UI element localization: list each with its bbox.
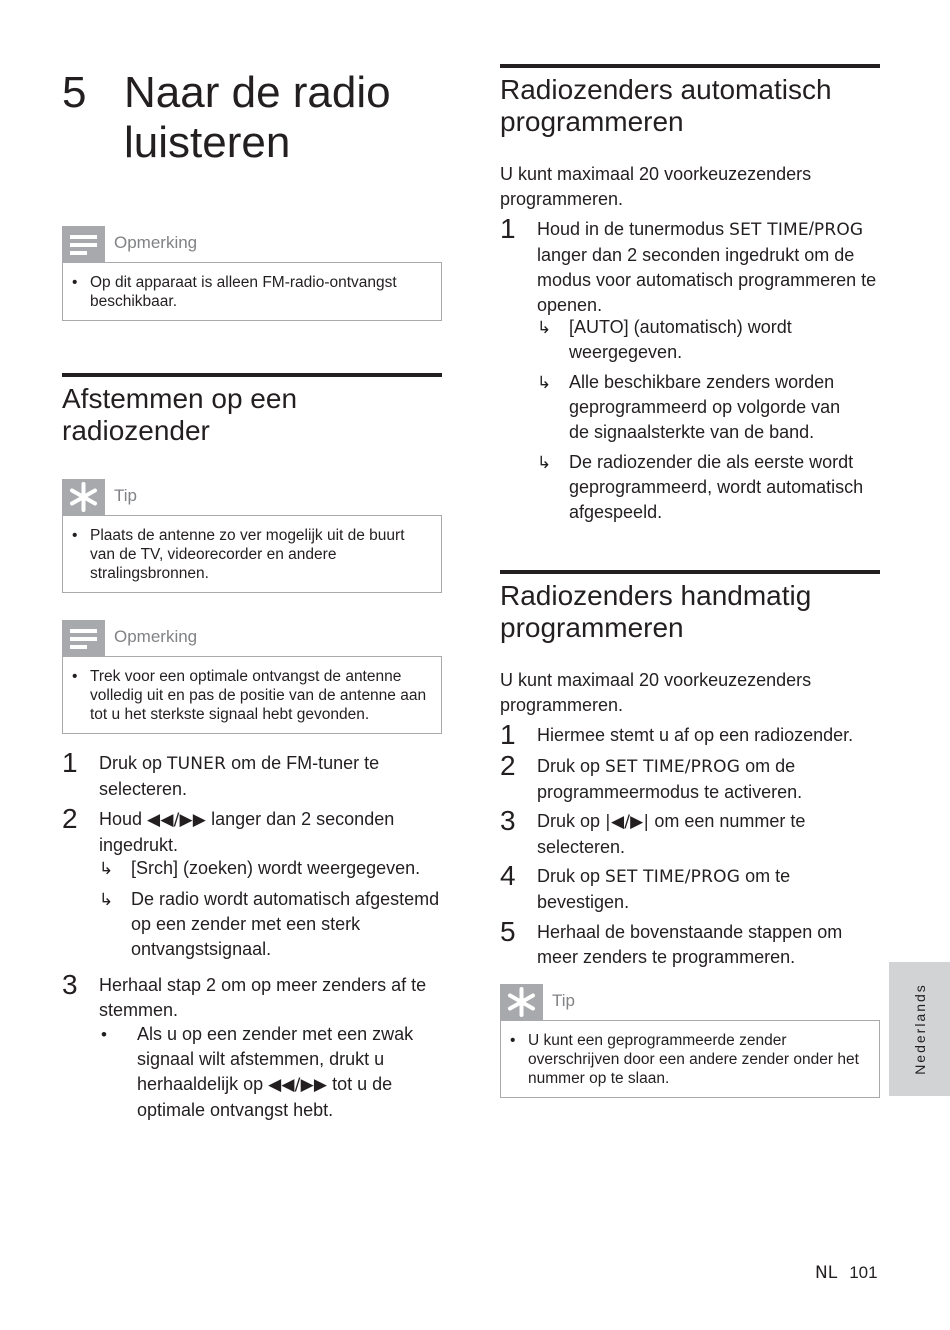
note-body bbox=[62, 262, 442, 321]
section-title-manual: Radiozenders handmatig programmeren bbox=[500, 570, 880, 644]
key-label: TUNER bbox=[167, 754, 227, 774]
key-label: PROG bbox=[813, 220, 864, 240]
step-number: 1 bbox=[62, 747, 78, 778]
result-text: [AUTO] (automatisch) wordt weergegeven. bbox=[569, 317, 792, 362]
step-number: 1 bbox=[500, 213, 516, 244]
tip-body bbox=[500, 1020, 880, 1098]
intro-text: U kunt maximaal 20 voorkeuzezenders programmeren. bbox=[500, 670, 812, 715]
bullet: • bbox=[72, 527, 78, 544]
page-footer bbox=[815, 1263, 878, 1283]
section-title-auto: Radiozenders automatisch programmeren bbox=[500, 64, 880, 138]
note-body bbox=[62, 656, 442, 734]
step-text: Druk op SET TIME/PROG om de programmeermodus te activeren. bbox=[537, 756, 803, 802]
result-text: De radio wordt automatisch afgestemd op een zender met een sterk ontvangstsignaal. bbox=[131, 889, 440, 959]
result-arrow-icon: ↳ bbox=[537, 453, 552, 472]
bullet: • bbox=[72, 668, 78, 685]
step-text: Hiermee stemt u af op een radiozender. bbox=[537, 725, 854, 745]
step-text: Druk op SET TIME/PROG om te bevestigen. bbox=[537, 866, 791, 912]
note-label: Opmerking bbox=[114, 627, 198, 646]
step-number: 2 bbox=[62, 803, 78, 834]
key-label: SET TIME/PROG bbox=[605, 757, 741, 777]
note-text: Op dit apparaat is alleen FM-radio-ontvangst beschikbaar. bbox=[90, 274, 397, 310]
step-text: Houd in de tunermodus SET TIME/PROG langer dan 2 seconden ingedrukt om de modus voor automatisch programmeren te openen. bbox=[537, 219, 877, 315]
result-arrow-icon: ↳ bbox=[537, 318, 552, 337]
intro-text: U kunt maximaal 20 voorkeuzezenders programmeren. bbox=[500, 164, 812, 209]
step-number: 2 bbox=[500, 750, 516, 781]
result-text: [Srch] (zoeken) wordt weergegeven. bbox=[131, 858, 421, 878]
note-label-row bbox=[62, 620, 442, 656]
key-label: SET TIME bbox=[729, 220, 809, 240]
note-label: Opmerking bbox=[114, 233, 198, 252]
tip-label: Tip bbox=[114, 486, 137, 505]
tip-text: U kunt een geprogrammeerde zender overschrijven door een andere zender onder het nummer op te slaan. bbox=[528, 1032, 859, 1087]
result-arrow-icon: ↳ bbox=[537, 373, 552, 392]
step-text: Herhaal de bovenstaande stappen om meer zenders te programmeren. bbox=[537, 922, 843, 967]
bullet: • bbox=[510, 1032, 516, 1049]
key-label: |◀/▶| bbox=[605, 812, 650, 832]
asterisk-icon bbox=[62, 479, 105, 515]
tip-body bbox=[62, 515, 442, 593]
step-number: 1 bbox=[500, 719, 516, 750]
note-icon bbox=[62, 620, 105, 656]
note-label-row bbox=[62, 226, 442, 262]
result-text: De radiozender die als eerste wordt geprogrammeerd, wordt automatisch afgespeeld. bbox=[569, 452, 864, 522]
section-title-tuning: Afstemmen op een radiozender bbox=[62, 373, 442, 447]
step-text: Druk op |◀/▶| om een nummer te selecteren. bbox=[537, 811, 806, 857]
step-number: 5 bbox=[500, 916, 516, 947]
tip-text: Plaats de antenne zo ver mogelijk uit de buurt van de TV, videorecorder en andere stralingsbronnen. bbox=[90, 527, 405, 582]
tip-label-row bbox=[62, 479, 442, 515]
tip-label-row bbox=[500, 984, 880, 1020]
tip-label: Tip bbox=[552, 991, 575, 1010]
step-text: Herhaal stap 2 om op meer zenders af te stemmen. bbox=[99, 975, 427, 1020]
step-number: 4 bbox=[500, 860, 516, 891]
result-arrow-icon: ↳ bbox=[99, 859, 114, 878]
key-label: ◀◀/▶▶ bbox=[147, 810, 207, 830]
asterisk-icon bbox=[500, 984, 543, 1020]
bullet: • bbox=[72, 274, 78, 291]
result-arrow-icon: ↳ bbox=[99, 890, 114, 909]
step-text: Houd ◀◀/▶▶ langer dan 2 seconden ingedrukt. bbox=[99, 809, 395, 855]
page-number: 101 bbox=[849, 1263, 878, 1282]
key-label: SET TIME/PROG bbox=[605, 867, 741, 887]
result-text: Alle beschikbare zenders worden geprogrammeerd op volgorde van de signaalsterkte van de band. bbox=[569, 372, 841, 442]
step-number: 3 bbox=[500, 805, 516, 836]
language-side-tab bbox=[889, 962, 950, 1096]
bullet-text: Als u op een zender met een zwak signaal wilt afstemmen, drukt u herhaaldelijk op ◀◀/▶▶ tot u de optimale ontvangst hebt. bbox=[137, 1024, 414, 1120]
chapter-title: Naar de radio luisteren bbox=[124, 68, 391, 167]
key-label: ◀◀/▶▶ bbox=[268, 1075, 328, 1095]
note-text: Trek voor een optimale ontvangst de antenne volledig uit en pas de positie van de antenne aan tot u het sterkste signaal hebt gevonden. bbox=[90, 668, 427, 723]
bullet: • bbox=[101, 1025, 107, 1044]
language-tab-label: Nederlands bbox=[911, 983, 928, 1075]
footer-language: NL bbox=[815, 1263, 838, 1283]
step-number: 3 bbox=[62, 969, 78, 1000]
chapter-number: 5 bbox=[62, 68, 87, 117]
step-text: Druk op TUNER om de FM-tuner te selecteren. bbox=[99, 753, 380, 799]
note-icon bbox=[62, 226, 105, 262]
